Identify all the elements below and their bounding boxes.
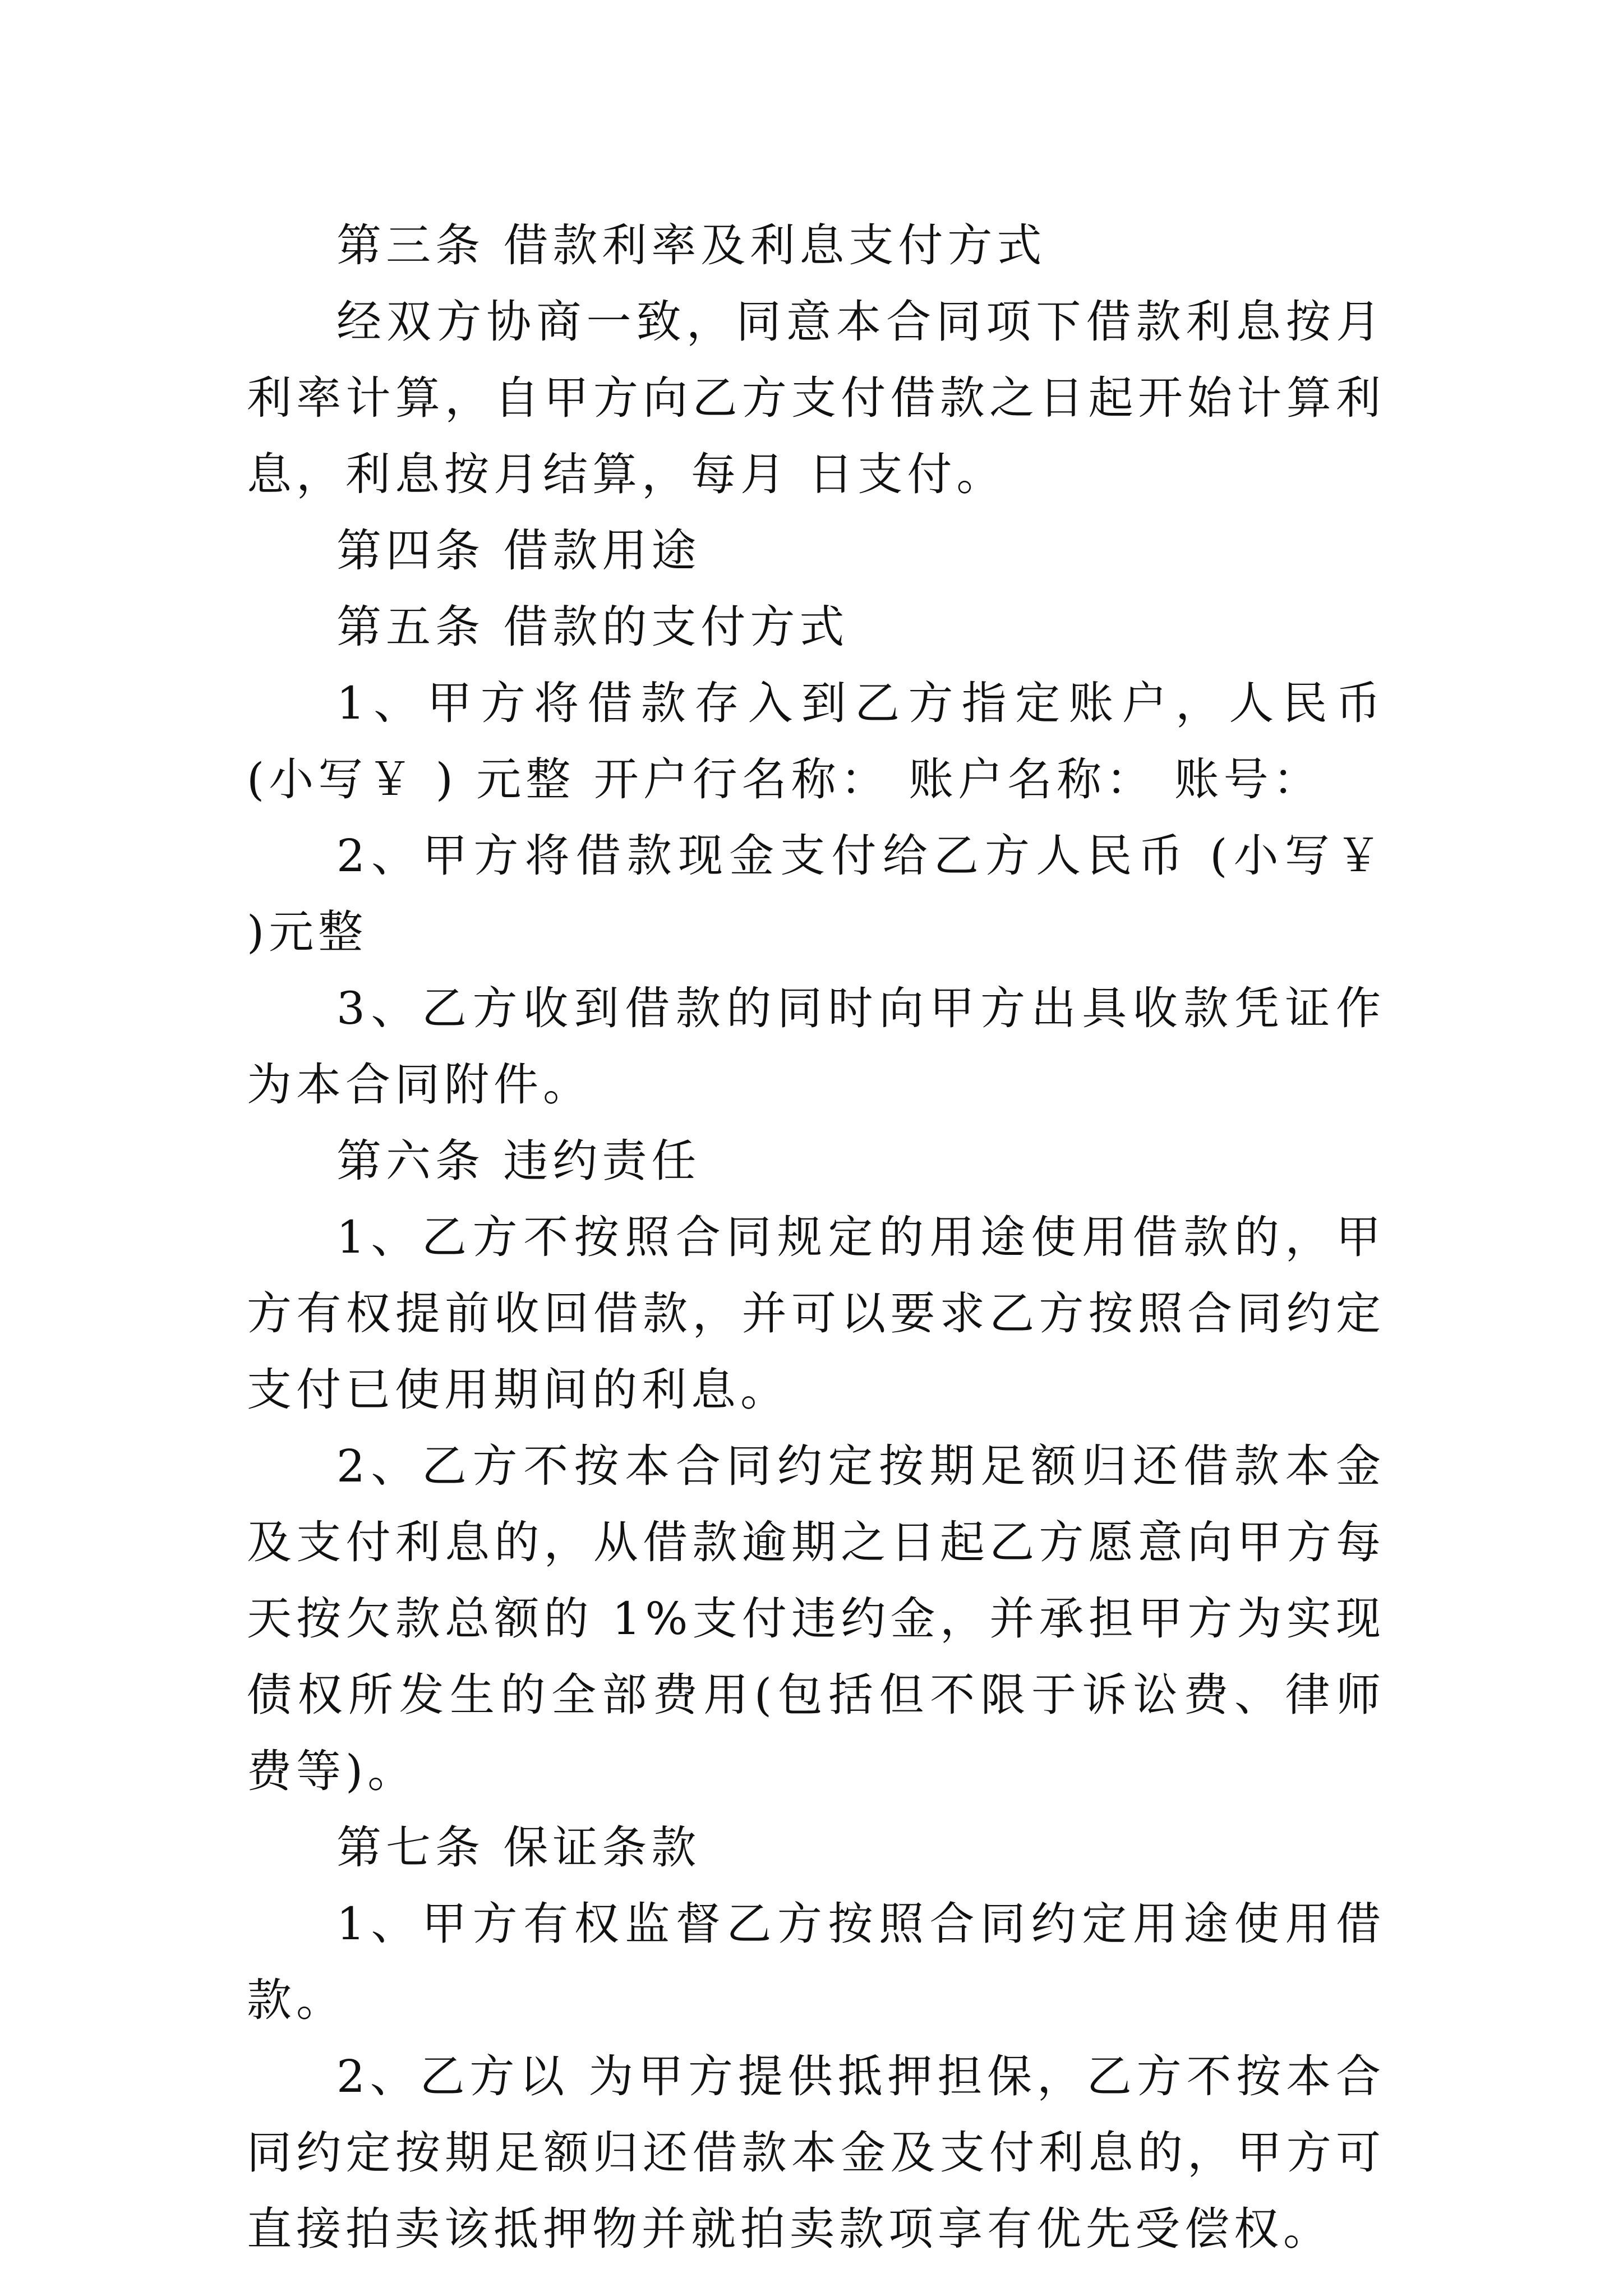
section-heading-article-7: 第七条 保证条款	[336, 1821, 701, 1874]
document-body	[247, 208, 1385, 2267]
paragraph-supervision-right: 1、甲方有权监督乙方按照合同约定用途使用借款。	[247, 1898, 1385, 2026]
paragraph-payment-transfer: 1、甲方将借款存入到乙方指定账户，人民币 (小写￥ ) 元整 开户行名称： 账户名称： 账号：	[247, 677, 1385, 806]
paragraph-misuse-liability: 1、乙方不按照合同规定的用途使用借款的，甲方有权提前收回借款，并可以要求乙方按照合同约定支付已使用期间的利息。	[247, 1211, 1385, 1416]
paragraph-payment-cash: 2、甲方将借款现金支付给乙方人民币 (小写￥ )元整	[247, 830, 1385, 958]
paragraph-interest-terms: 经双方协商一致，同意本合同项下借款利息按月利率计算，自甲方向乙方支付借款之日起开始计算利息，利息按月结算，每月 日支付。	[247, 296, 1385, 500]
section-heading-article-5: 第五条 借款的支付方式	[336, 601, 849, 653]
section-heading-article-4: 第四条 借款用途	[336, 524, 701, 577]
section-heading-article-3: 第三条 借款利率及利息支付方式	[336, 219, 1046, 272]
paragraph-late-payment-liability: 2、乙方不按本合同约定按期足额归还借款本金及支付利息的，从借款逾期之日起乙方愿意向甲方每天按欠款总额的 1%支付违约金，并承担甲方为实现债权所发生的全部费用(包括但不限于诉讼费、律师费等)。	[247, 1440, 1385, 1797]
paragraph-receipt: 3、乙方收到借款的同时向甲方出具收款凭证作为本合同附件。	[247, 982, 1385, 1111]
paragraph-mortgage-guarantee: 2、乙方以 为甲方提供抵押担保，乙方不按本合同约定按期足额归还借款本金及支付利息的，甲方可直接拍卖该抵押物并就拍卖款项享有优先受偿权。	[247, 2050, 1385, 2255]
section-heading-article-6: 第六条 违约责任	[336, 1135, 701, 1187]
